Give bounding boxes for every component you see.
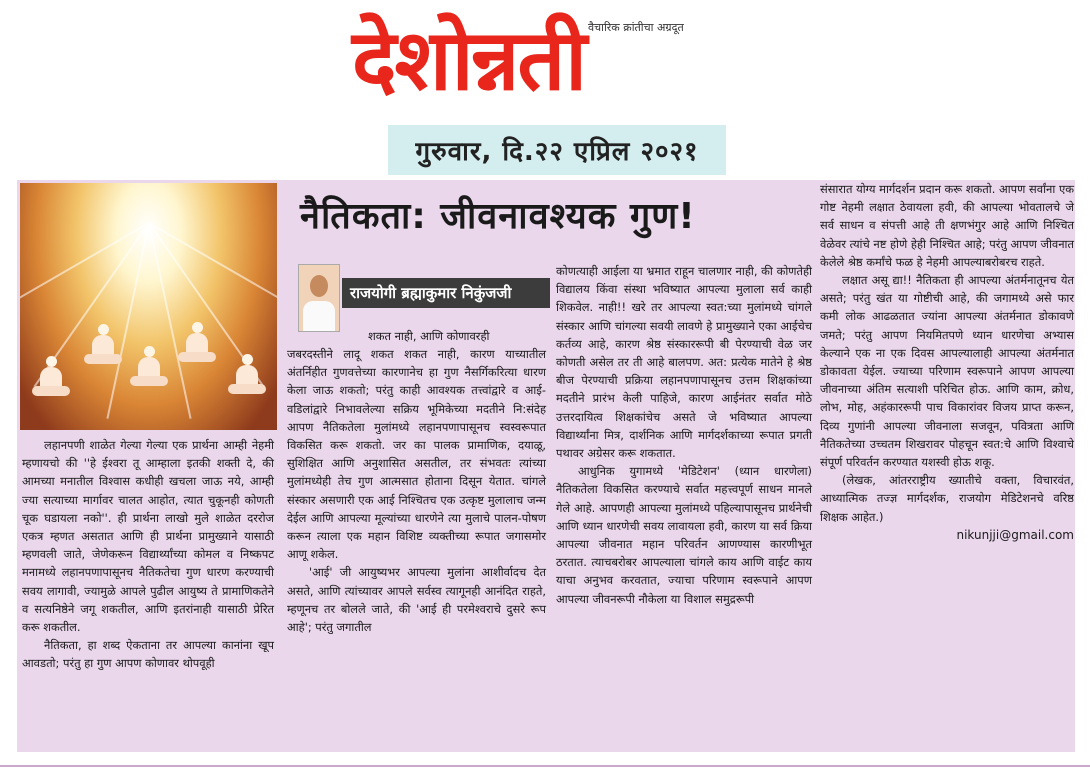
meditating-figure (90, 324, 116, 368)
paragraph: 'आई' जी आयुष्यभर आपल्या मुलांना आशीर्वादच देत असते, आणि त्यांच्यावर आपले सर्वस्व त्यागूनही आनंदित राहते, म्हणूनच तर बोलले जाते, की 'आई ही परमेश्वराचे दुसरे रूप आहे'; परंतु जगातील (287, 565, 546, 635)
author-email: nikunjji@gmail.com (956, 527, 1074, 542)
meditating-figure (38, 356, 64, 400)
article-column-2-top (346, 327, 546, 345)
article-column-1 (22, 436, 274, 673)
meditating-figure (136, 346, 162, 390)
paragraph: जबरदस्तीने लादू शकत शकत नाही, कारण याच्यातील अंतर्निहीत गुणवत्तेच्या कारणानेच हा गुण नैसर्गिकरित्या धारण केला जाऊ शकतो; परंतु काही आवश्यक तत्त्वांद्वारे व आई-वडिलांद्वारे निभावलेल्या सक्रिय भूमिकेच्या मदतीने नि:संदेह आपण नैतिकतेला मुलांमध्ये लहानपणापासूनच स्वस्वरूपात विकसित करू शकतो. जर का पालक प्रामाणिक, दयाळू, सुशिक्षित आणि अनुशासित असतील, तर संभवतः त्यांच्या मुलांमध्येही तेच गुण आत्मसात होताना दिसून येतात. चांगले संस्कार असणारी एक आई निश्चितच एक उत्कृष्ट मुलालाच जन्म देईल आणि आपल्या मूल्यांच्या धारणेने त्या मुलाचे पालन-पोषण करून त्याला एक महान विशिष्ट व्यक्तीच्या रूपात जगासमोर आणू शकेल. (287, 347, 546, 562)
paragraph: लक्षात असू द्या!! नैतिकता ही आपल्या अंतर्मनातूनच येत असते; परंतु खंत या गोष्टीची आहे, की जगामध्ये असे फार कमी लोक आढळतात ज्यांना आपल्या अंतर्मनात डोकावणे जमते; परंतु आपण नियमितपणे ध्यान धारणेचा अभ्यास केल्याने एक ना एक दिवस आपल्यालाही आपल्या अंतर्मनात डोकावता येईल. ज्याच्या परिणाम स्वरूपाने आपण आपल्या जीवनाच्या अंतिम सत्याशी परिचित होऊ. आणि काम, क्रोध, लोभ, मोह, अहंकाररूपी पाच विकारांवर विजय प्राप्त करून, दिव्य गुणांनी आपल्या जीवनाला सजवून, पवित्रता आणि नैतिकतेच्या उच्चतम शिखरावर पोहचून स्वत:चे आणि विश्वाचे संपूर्ण परिवर्तन करण्यात यशस्वी होऊ शकू. (820, 273, 1074, 470)
bottom-rule (0, 765, 1090, 767)
article-column-4 (820, 180, 1074, 544)
article-column-3 (556, 262, 812, 608)
paragraph: नैतिकता, हा शब्द ऐकताना तर आपल्या कानांना खूप आवडतो; परंतु हा गुण आपण कोणावर थोपवूही (22, 638, 274, 671)
paragraph: कोणत्याही आईला या भ्रमात राहून चालणार नाही, की कोणतेही विद्यालय किंवा संस्था भविष्यात आपल्या मुलाला सर्व काही शिकवेल. नाही!! खरे तर आपल्या स्वत:च्या मुलांमध्ये चांगले संस्कार आणि चांगल्या सवयी लावणे हे प्रामुख्याने एका आईचेच कर्तव्य आहे, कारण श्रेष्ठ संस्काररूपी बी पेरण्याची वेळ जर कोणती असेल तर ती आहे बालपण. अत: प्रत्येक मातेने हे श्रेष्ठ बीज पेरण्याची प्रक्रिया लहानपणापासूनच उत्तम शिक्षकांच्या मदतीने प्रारंभ केली पाहिजे, कारण आईनंतर सर्वात मोठे उत्तरदायित्व शिक्षकांचेच असते जे भविष्यात आपल्या विद्यार्थ्यांना मित्र, दार्शनिक आणि मार्गदर्शकाच्या रूपात प्रगती पथावर अग्रेसर करू शकतात. (556, 264, 812, 461)
article-headline: नैतिकता: जीवनावश्यक गुण! (300, 196, 696, 237)
author-photo (298, 264, 340, 332)
meditating-figure (234, 354, 260, 398)
author-note: (लेखक, आंतरराष्ट्रीय ख्यातीचे वक्ता, विचारवंत, आध्यात्मिक तज्ज्ञ मार्गदर्शक, राजयोग मेडिटेशनचे वरिष्ठ शिक्षक आहेत.) (820, 473, 1074, 524)
paragraph: लहानपणी शाळेत गेल्या गेल्या एक प्रार्थना आम्ही नेहमी म्हणायचो की ''हे ईश्वरा तू आम्हाला इतकी शक्ती दे, की आमच्या मनातील विश्वास कधीही खचला जाऊ नये, आम्ही ज्या सत्याच्या मार्गावर चालत आहोत, त्यात चुकूनही कोणती चूक घडायला नको''. ही प्रार्थना लाखो मुले शाळेत दररोज एकत्र म्हणत असतात आणि ही प्रार्थना प्रामुख्याने यासाठी म्हणवली जाते, जेणेकरून विद्यार्थ्यांच्या कोमल व निष्कपट मनामध्ये लहानपणापासूनच नैतिकतेचा गुण धारण करण्याची सवय लागावी, ज्यामुळे आपले पुढील आयुष्य ते प्रामाणिकतेने व सत्यनिष्ठेने जगू शकतील, आणि इतरांनाही यासाठी प्रेरित करू शकतील. (22, 438, 274, 635)
paragraph: संसारात योग्य मार्गदर्शन प्रदान करू शकतो. आपण सर्वांना एक गोष्ट नेहमी लक्षात ठेवायला हवी, की आपल्या भोवतालचे जे सर्व साधन व संपत्ती आहे ती क्षणभंगुर आहे आणि निश्चित वेळेवर त्यांचे नष्ट होणे हेही निश्चित आहे; परंतु आपण जीवनात केलेले श्रेष्ठ कर्मांचे फळ हे नेहमी आपल्याबरोबरच राहते. (820, 182, 1074, 269)
article-column-2 (287, 345, 546, 636)
paragraph: आधुनिक युगामध्ये 'मेडिटेशन' (ध्यान धारणेला) नैतिकतेला विकसित करण्याचे सर्वात महत्त्वपूर्ण साधन मानले गेले आहे. आपणही आपल्या मुलांमध्ये पहिल्यापासूनच प्रार्थनेची आणि ध्यान धारणेची सवय लावायला हवी, कारण या सर्व क्रिया आपल्या जीवनात महान परिवर्तन आणण्यास कारणीभूत ठरतात. त्याचबरोबर आपल्याला चांगले काय आणि वाईट काय याचा अनुभव करवतात, ज्याचा परिणाम स्वरूपाने आपण आपल्या जीवनरूपी नौकेला या विशाल समुद्ररूपी (556, 464, 812, 606)
author-name: राजयोगी ब्रह्माकुमार निकुंजजी (342, 278, 550, 308)
paragraph: शकत नाही, आणि कोणावरही (368, 329, 490, 343)
meditation-photo (20, 183, 277, 430)
meditating-figure (184, 322, 210, 366)
masthead (0, 0, 1090, 178)
newspaper-logo: देशोन्नती (352, 11, 585, 109)
masthead-tagline: वैचारिक क्रांतीचा अग्रदूत (588, 21, 684, 34)
issue-date: गुरुवार, दि.२२ एप्रिल २०२१ (388, 125, 726, 175)
